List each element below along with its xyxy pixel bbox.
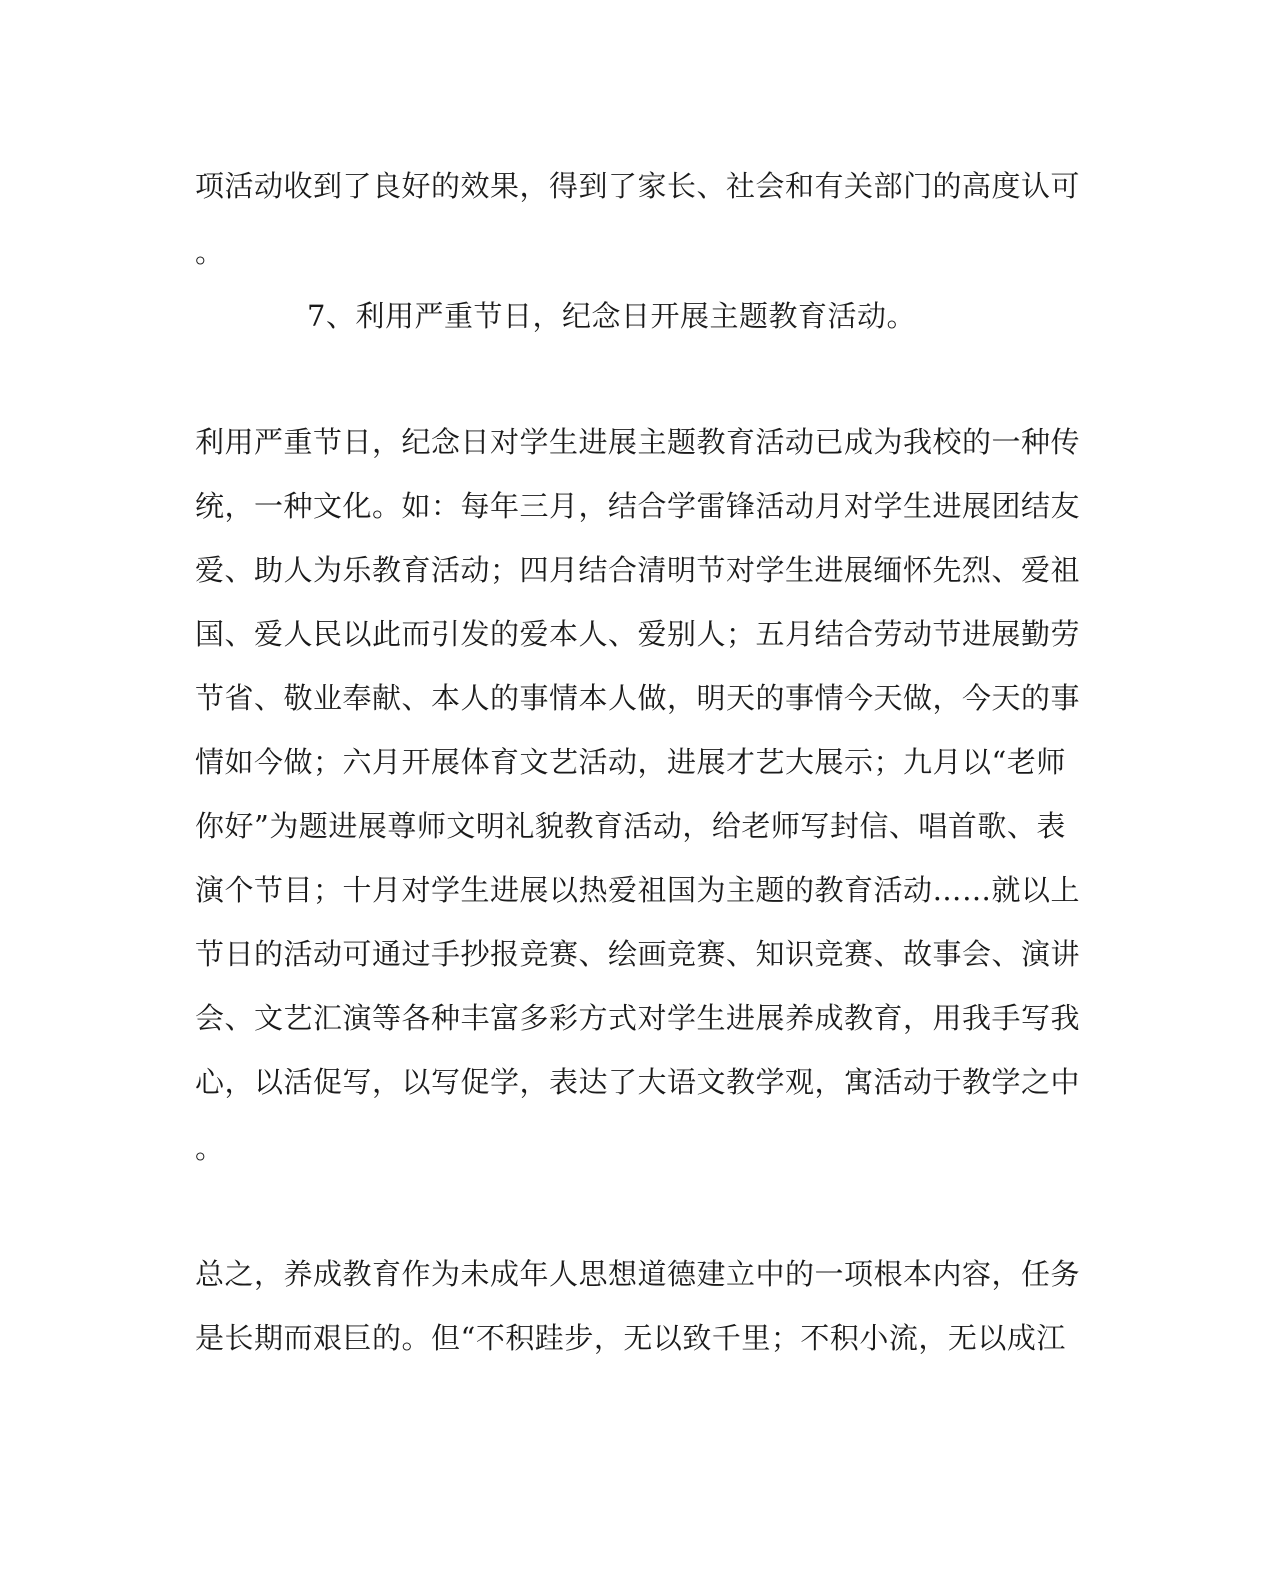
paragraph-2-line-10: 会、文艺汇演等各种丰富多彩方式对学生进展养成教育，用我手写我 — [195, 1001, 1081, 1035]
paragraph-2-line-4: 国、爱人民以此而引发的爱本人、爱别人；五月结合劳动节进展勤劳 — [195, 617, 1081, 651]
paragraph-2-line-9: 节日的活动可通过手抄报竞赛、绘画竞赛、知识竞赛、故事会、演讲 — [195, 937, 1081, 971]
paragraph-1-line-2: 。 — [195, 235, 225, 269]
paragraph-2-line-2: 统，一种文化。如：每年三月，结合学雷锋活动月对学生进展团结友 — [195, 489, 1081, 523]
paragraph-2-line-6: 情如今做；六月开展体育文艺活动，进展才艺大展示；九月以“老师 — [195, 745, 1066, 779]
paragraph-2-line-11: 心，以活促写，以写促学，表达了大语文教学观，寓活动于教学之中 — [195, 1065, 1081, 1099]
paragraph-2-line-7: 你好”为题进展尊师文明礼貌教育活动，给老师写封信、唱首歌、表 — [195, 809, 1066, 843]
paragraph-2-line-1: 利用严重节日，纪念日对学生进展主题教育活动已成为我校的一种传 — [195, 425, 1081, 459]
paragraph-3-line-1: 总之，养成教育作为未成年人思想道德建立中的一项根本内容，任务 — [195, 1257, 1081, 1291]
paragraph-2-line-12: 。 — [195, 1131, 225, 1165]
paragraph-2-line-5: 节省、敬业奉献、本人的事情本人做，明天的事情今天做，今天的事 — [195, 681, 1081, 715]
paragraph-1-line-1: 项活动收到了良好的效果，得到了家长、社会和有关部门的高度认可 — [195, 169, 1081, 203]
section-heading-7: 7、利用严重节日，纪念日开展主题教育活动。 — [307, 299, 916, 333]
paragraph-3-line-2: 是长期而艰巨的。但“不积跬步，无以致千里；不积小流，无以成江 — [195, 1321, 1066, 1355]
paragraph-2-line-3: 爱、助人为乐教育活动；四月结合清明节对学生进展缅怀先烈、爱祖 — [195, 553, 1081, 587]
paragraph-2-line-8: 演个节目；十月对学生进展以热爱祖国为主题的教育活动……就以上 — [195, 873, 1081, 907]
